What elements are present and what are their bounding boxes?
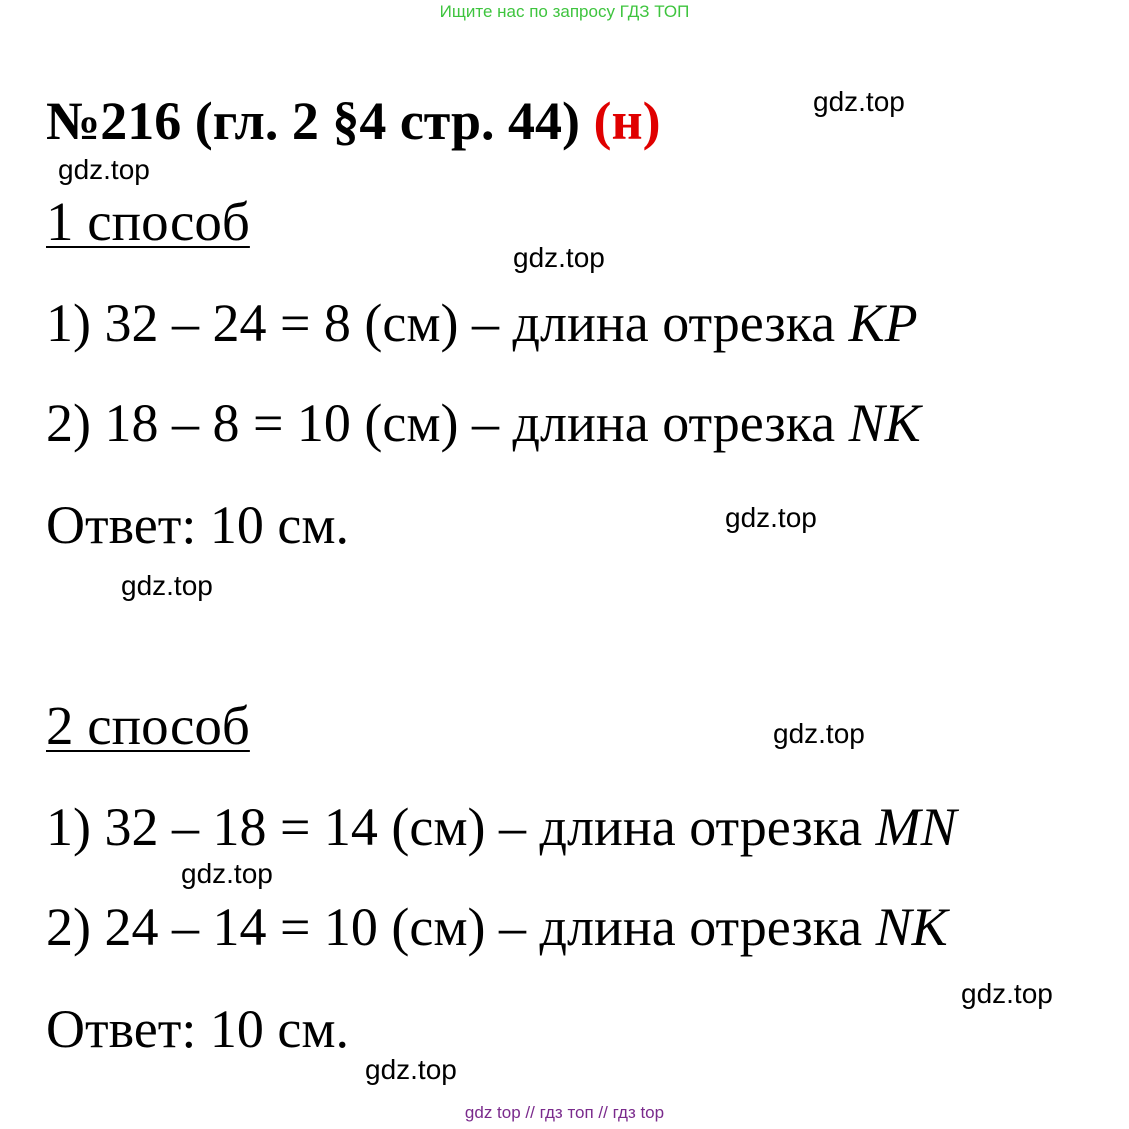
method-2-step-2 [46,896,948,958]
watermark: gdz.top [725,502,817,533]
watermark: gdz.top [513,242,605,273]
method-2-heading: 2 способ [46,695,250,756]
watermark: gdz.top [961,978,1053,1009]
method-1-step-2 [46,392,921,454]
footer-links: gdz top // гдз топ // гдз top [464,1103,665,1122]
watermark: gdz.top [365,1054,457,1085]
method-2-step-2-text: 2) 24 – 14 = 10 (см) – длина отрезка [46,897,876,957]
top-banner: Ищите нас по запросу ГДЗ ТОП [439,2,690,21]
method-1-step-1 [46,292,918,354]
method-1-step-1-var: KP [848,293,918,353]
method-2-step-1-var: MN [875,797,957,857]
watermark: gdz.top [773,718,865,749]
problem-title-mark: (н) [593,91,661,151]
problem-title-main: №216 (гл. 2 §4 стр. 44) [46,91,580,151]
watermark: gdz.top [121,570,213,601]
method-1-heading: 1 способ [46,191,250,252]
method-2-answer: Ответ: 10 см. [46,999,349,1059]
watermark: gdz.top [58,154,150,185]
method-2-step-1-text: 1) 32 – 18 = 14 (см) – длина отрезка [46,797,876,857]
method-1-step-2-var: NK [848,393,921,453]
method-1-step-2-text: 2) 18 – 8 = 10 (см) – длина отрезка [46,393,849,453]
method-2-step-1 [46,796,957,858]
method-1-answer: Ответ: 10 см. [46,495,349,555]
method-2-step-2-var: NK [875,897,948,957]
problem-title [46,90,661,152]
watermark: gdz.top [181,858,273,889]
watermark: gdz.top [813,86,905,117]
method-1-step-1-text: 1) 32 – 24 = 8 (см) – длина отрезка [46,293,849,353]
